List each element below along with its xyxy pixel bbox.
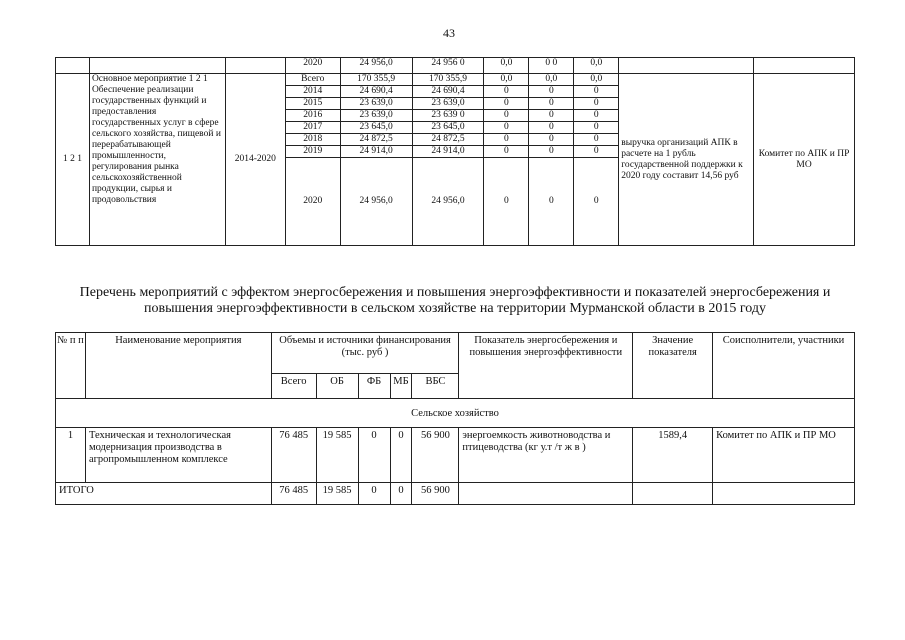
indicator-cell: выручка организаций АПК в расчете на 1 рубль государственной поддержки к 2020 году составит 14,56 руб xyxy=(619,74,754,246)
value-cell: 0 xyxy=(574,158,619,246)
value-cell: 0,0 xyxy=(484,74,529,86)
value-cell: 0 xyxy=(574,122,619,134)
value-cell: 24 690,4 xyxy=(412,86,484,98)
year-cell: 2020 xyxy=(285,158,340,246)
value-cell: 0 xyxy=(484,134,529,146)
value-cell: 24 956,0 xyxy=(340,158,412,246)
total-label: ИТОГО xyxy=(56,483,272,505)
year-cell: Всего xyxy=(285,74,340,86)
value-cell: 23 639,0 xyxy=(340,110,412,122)
value-cell: 0 xyxy=(529,134,574,146)
page-number: 43 xyxy=(443,26,455,40)
value-cell: 0 xyxy=(574,86,619,98)
total-total: 76 485 xyxy=(271,483,316,505)
value-cell: 0 xyxy=(484,86,529,98)
col-header-total: Всего xyxy=(271,374,316,399)
value-cell: 23 645,0 xyxy=(412,122,484,134)
row-participants: Комитет по АПК и ПР МО xyxy=(713,428,855,483)
value-cell: 0 xyxy=(574,134,619,146)
value-cell: 0,0 xyxy=(574,58,619,74)
year-cell: 2014 xyxy=(285,86,340,98)
row-value: 1589,4 xyxy=(633,428,713,483)
col-header-vbs: ВБС xyxy=(412,374,459,399)
section-heading: Перечень мероприятий с эффектом энергосбережения и повышения энергоэффективности и показателей энергосбережения и повышения энергоэффективности в сельском хозяйстве на территории Мурманской области в 2015 году xyxy=(79,285,831,316)
row-fb: 0 xyxy=(358,428,390,483)
col-header-value: Значение показателя xyxy=(633,333,713,399)
total-vbs: 56 900 xyxy=(412,483,459,505)
value-cell: 24 914,0 xyxy=(340,146,412,158)
value-cell: 0,0 xyxy=(529,74,574,86)
table-header-row xyxy=(56,333,855,374)
value-cell: 23 645,0 xyxy=(340,122,412,134)
value-cell: 0 xyxy=(529,110,574,122)
value-cell: 0 xyxy=(484,98,529,110)
value-cell: 0 xyxy=(574,98,619,110)
value-cell: 0 xyxy=(529,158,574,246)
col-header-fb: ФБ xyxy=(358,374,390,399)
year-cell: 2020 xyxy=(285,58,340,74)
value-cell: 0 xyxy=(484,146,529,158)
value-cell: 23 639 0 xyxy=(412,110,484,122)
row-vbs: 56 900 xyxy=(412,428,459,483)
value-cell: 0 0 xyxy=(529,58,574,74)
col-header-finance: Объемы и источники финансирования (тыс. руб ) xyxy=(271,333,459,374)
executor-cell: Комитет по АПК и ПР МО xyxy=(754,74,855,246)
value-cell: 0 xyxy=(484,122,529,134)
row-num: 1 xyxy=(56,428,86,483)
col-header-num: № п п xyxy=(56,333,86,399)
value-cell: 0 xyxy=(484,110,529,122)
period-cell: 2014-2020 xyxy=(225,74,285,246)
value-cell: 0 xyxy=(529,86,574,98)
code-cell: 1 2 1 xyxy=(56,74,90,246)
value-cell: 0 xyxy=(529,146,574,158)
total-mb: 0 xyxy=(390,483,412,505)
value-cell: 0 xyxy=(574,110,619,122)
year-cell: 2017 xyxy=(285,122,340,134)
value-cell: 24 914,0 xyxy=(412,146,484,158)
value-cell: 24 956,0 xyxy=(340,58,412,74)
section-row xyxy=(56,399,855,428)
total-ob: 19 585 xyxy=(316,483,358,505)
value-cell: 0,0 xyxy=(484,58,529,74)
value-cell: 0,0 xyxy=(574,74,619,86)
value-cell: 23 639,0 xyxy=(412,98,484,110)
col-header-ob: ОБ xyxy=(316,374,358,399)
program-table xyxy=(55,57,855,246)
value-cell: 0 xyxy=(529,122,574,134)
value-cell: 24 956,0 xyxy=(412,158,484,246)
value-cell: 0 xyxy=(484,158,529,246)
energy-saving-table xyxy=(55,332,855,505)
row-mb: 0 xyxy=(390,428,412,483)
row-total: 76 485 xyxy=(271,428,316,483)
year-cell: 2018 xyxy=(285,134,340,146)
value-cell: 0 xyxy=(529,98,574,110)
value-cell: 24 690,4 xyxy=(340,86,412,98)
row-indicator: энергоемкость животноводства и птицеводства (кг у.т /т ж в ) xyxy=(459,428,633,483)
value-cell: 24 956 0 xyxy=(412,58,484,74)
col-header-participants: Соисполнители, участники xyxy=(713,333,855,399)
table-row xyxy=(56,428,855,483)
year-cell: 2016 xyxy=(285,110,340,122)
section-title: Сельское хозяйство xyxy=(56,399,855,428)
col-header-mb: МБ xyxy=(390,374,412,399)
total-row xyxy=(56,483,855,505)
total-fb: 0 xyxy=(358,483,390,505)
table-row xyxy=(56,58,855,74)
col-header-indicator: Показатель энергосбережения и повышения энергоэффективности xyxy=(459,333,633,399)
value-cell: 24 872,5 xyxy=(412,134,484,146)
row-name: Техническая и технологическая модернизация производства в агропромышленном комплексе xyxy=(85,428,271,483)
value-cell: 23 639,0 xyxy=(340,98,412,110)
value-cell: 0 xyxy=(574,146,619,158)
col-header-name: Наименование мероприятия xyxy=(85,333,271,399)
row-ob: 19 585 xyxy=(316,428,358,483)
year-cell: 2019 xyxy=(285,146,340,158)
year-cell: 2015 xyxy=(285,98,340,110)
value-cell: 170 355,9 xyxy=(412,74,484,86)
measure-name-cell: Основное мероприятие 1 2 1 Обеспечение реализации государственных функций и предоставления государственных услуг в сфере сельского хозяйства, пищевой и перерабатывающей промышленности, регулирования рынка сельскохозяйственной продукции, сырья и продовольствия xyxy=(89,74,225,246)
table-row xyxy=(56,74,855,86)
value-cell: 170 355,9 xyxy=(340,74,412,86)
value-cell: 24 872,5 xyxy=(340,134,412,146)
